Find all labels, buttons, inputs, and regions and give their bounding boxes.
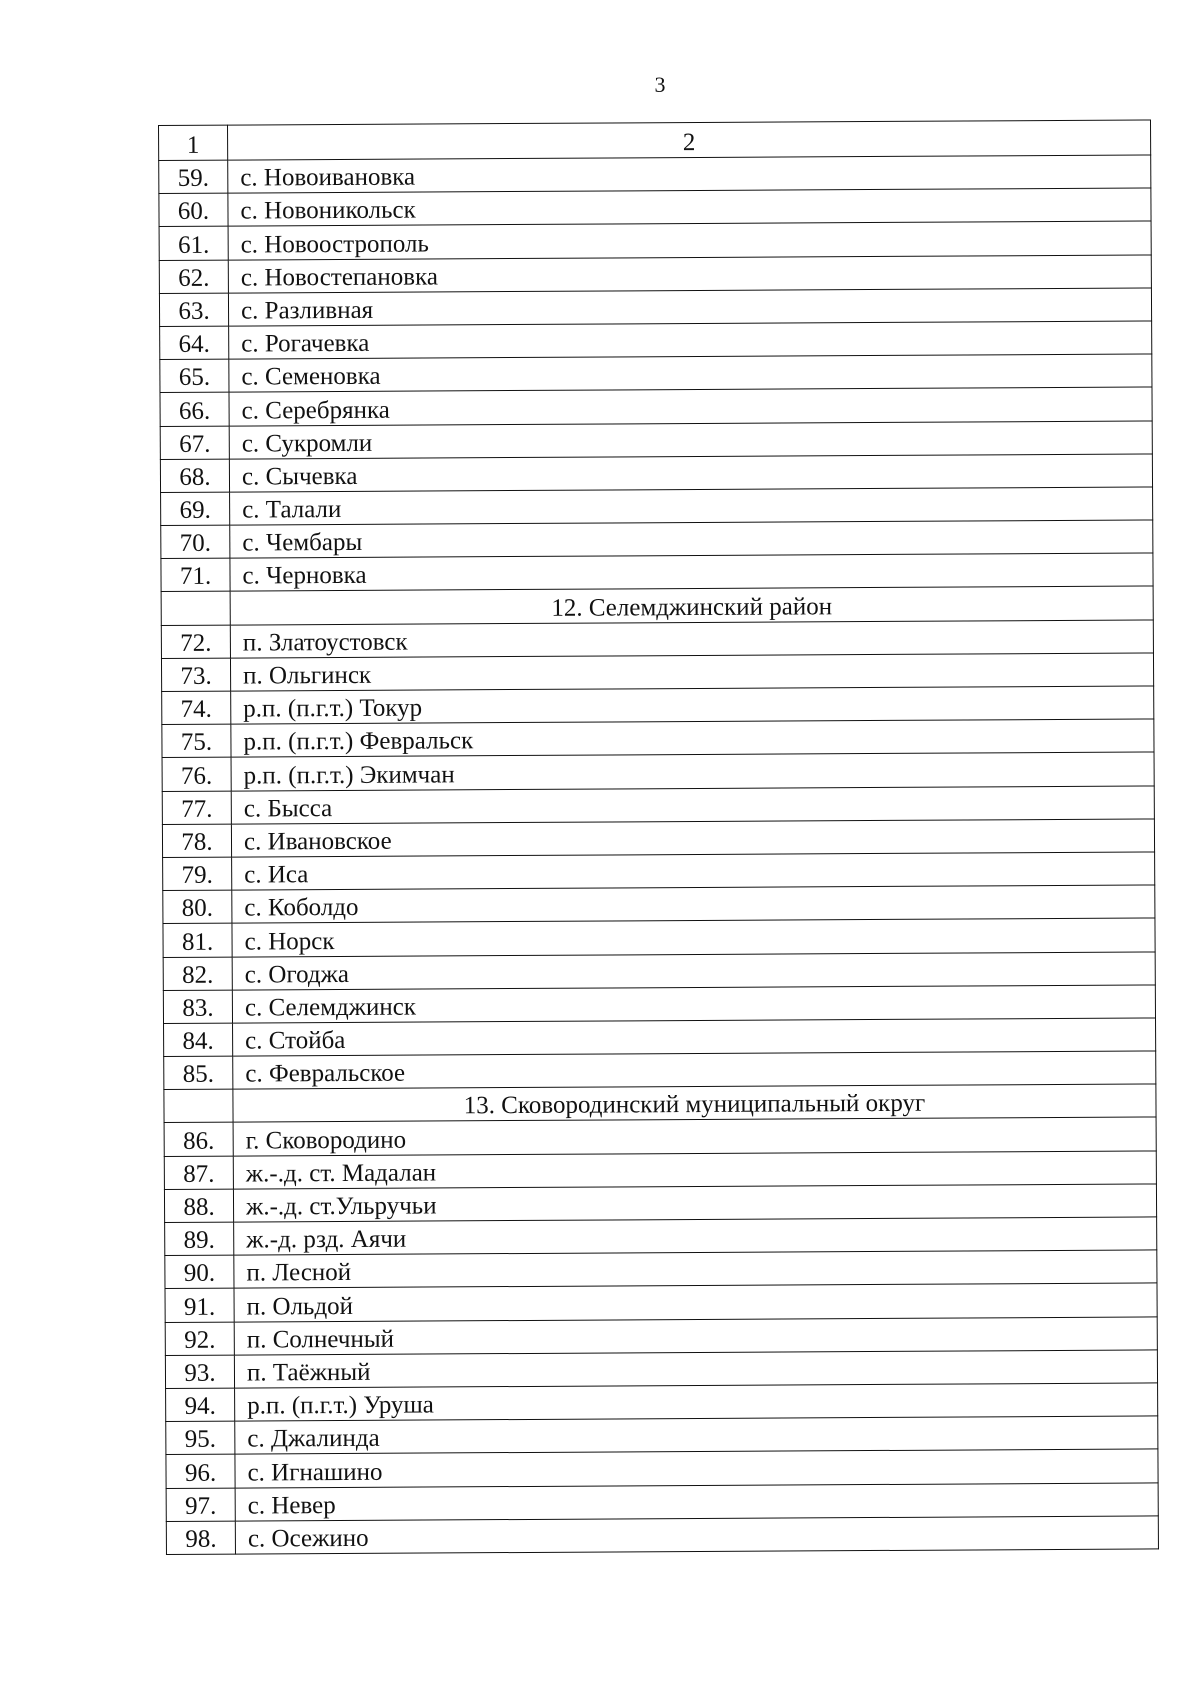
table-row bbox=[159, 288, 1151, 327]
settlement-name: с. Семеновка bbox=[241, 363, 381, 391]
settlement-name-cell bbox=[230, 520, 1153, 558]
table-row bbox=[161, 553, 1153, 592]
settlement-name-cell bbox=[233, 1018, 1156, 1056]
settlement-name: р.п. (п.г.т.) Февральск bbox=[243, 727, 474, 756]
table-row bbox=[161, 620, 1153, 659]
row-number-cell bbox=[163, 923, 232, 957]
settlement-name: п. Лесной bbox=[246, 1259, 352, 1287]
section-title: 13. Сковородинский муниципальный округ bbox=[463, 1090, 926, 1120]
section-heading-row bbox=[164, 1084, 1156, 1123]
row-number: 93. bbox=[184, 1359, 216, 1387]
settlement-name: с. Разливная bbox=[240, 296, 374, 325]
settlement-name-cell bbox=[235, 1416, 1158, 1454]
table-row bbox=[163, 885, 1155, 924]
table-row bbox=[160, 321, 1152, 360]
settlement-name: с. Ивановское bbox=[243, 827, 392, 856]
row-number-cell bbox=[160, 459, 229, 493]
table-row bbox=[159, 155, 1151, 194]
row-number-cell bbox=[161, 625, 230, 659]
settlement-name: ж.-.д. ст.Ульручьи bbox=[245, 1192, 437, 1221]
page-number: 3 bbox=[654, 72, 666, 97]
table-row bbox=[160, 420, 1152, 459]
row-number-cell bbox=[165, 1222, 234, 1256]
table-row bbox=[163, 985, 1155, 1024]
settlement-name-cell bbox=[230, 620, 1153, 658]
table-row bbox=[159, 255, 1151, 294]
table-row bbox=[161, 653, 1153, 692]
row-number: 94. bbox=[184, 1392, 216, 1420]
settlement-name: с. Бысса bbox=[243, 794, 333, 823]
settlement-name: ж.-.д. ст. Мадалан bbox=[245, 1159, 437, 1188]
row-number-cell bbox=[159, 160, 228, 194]
table-header-row bbox=[159, 120, 1151, 161]
settlement-name-cell bbox=[229, 420, 1152, 458]
row-number-cell bbox=[164, 1189, 233, 1223]
row-number-cell bbox=[159, 260, 228, 294]
row-number-cell bbox=[163, 857, 232, 891]
row-number: 90. bbox=[183, 1260, 216, 1288]
settlement-name-cell bbox=[228, 188, 1151, 226]
row-number-cell bbox=[161, 558, 230, 592]
row-number: 71. bbox=[179, 563, 212, 591]
row-number: 68. bbox=[179, 463, 211, 491]
row-number-cell bbox=[161, 492, 230, 526]
row-number-cell bbox=[160, 359, 229, 393]
settlement-name-cell bbox=[232, 885, 1155, 923]
row-number-cell bbox=[161, 658, 230, 692]
settlement-name-cell bbox=[230, 487, 1153, 525]
table-row bbox=[164, 1184, 1156, 1223]
settlement-name: с. Иса bbox=[244, 861, 309, 889]
row-number-cell bbox=[159, 226, 228, 260]
row-number: 88. bbox=[183, 1193, 215, 1221]
table-row bbox=[166, 1449, 1158, 1488]
table-row bbox=[162, 686, 1154, 725]
settlement-name: с. Селемджинск bbox=[244, 993, 417, 1022]
table-row bbox=[163, 918, 1155, 957]
settlement-name: с. Февральское bbox=[245, 1059, 406, 1088]
settlement-name: с. Осежино bbox=[247, 1524, 369, 1553]
settlement-name: с. Новоивановка bbox=[240, 163, 416, 192]
settlement-name-cell bbox=[232, 951, 1155, 989]
row-number: 96. bbox=[184, 1459, 217, 1487]
row-number-cell bbox=[166, 1454, 235, 1488]
row-number-cell bbox=[164, 1156, 233, 1190]
settlement-name: с. Талали bbox=[242, 496, 342, 524]
settlement-name-cell bbox=[233, 1117, 1156, 1155]
row-number-cell bbox=[162, 724, 231, 758]
row-number: 61. bbox=[177, 231, 210, 259]
settlement-name: с. Рогачевка bbox=[241, 329, 370, 358]
row-number: 95. bbox=[184, 1426, 217, 1454]
table-row bbox=[165, 1317, 1157, 1356]
row-number: 69. bbox=[179, 496, 211, 524]
settlement-name: с. Сукромли bbox=[241, 429, 373, 458]
table-row bbox=[164, 1151, 1156, 1190]
row-number-cell bbox=[165, 1322, 234, 1356]
table-row bbox=[162, 719, 1154, 758]
settlement-name-cell bbox=[235, 1482, 1158, 1520]
row-number: 81. bbox=[181, 928, 214, 956]
row-number: 79. bbox=[181, 861, 213, 890]
settlement-name-cell bbox=[232, 852, 1155, 890]
row-number: 85. bbox=[182, 1060, 215, 1089]
row-number: 83. bbox=[182, 994, 214, 1022]
settlement-name-cell bbox=[232, 985, 1155, 1023]
settlement-name-cell bbox=[234, 1250, 1157, 1288]
table-row bbox=[160, 387, 1152, 426]
settlement-name-cell bbox=[228, 255, 1151, 293]
section-title-cell bbox=[233, 1084, 1156, 1122]
table-row bbox=[165, 1283, 1157, 1322]
settlement-name-cell bbox=[230, 653, 1153, 691]
settlement-name-cell bbox=[230, 553, 1153, 591]
table-row bbox=[163, 852, 1155, 891]
table-row bbox=[166, 1516, 1158, 1555]
row-number: 70. bbox=[179, 529, 212, 558]
row-number-cell bbox=[162, 824, 231, 858]
header-number-label: 1 bbox=[186, 131, 200, 159]
table-row bbox=[165, 1250, 1157, 1289]
row-number-cell bbox=[166, 1521, 235, 1555]
settlement-name-cell bbox=[231, 686, 1154, 724]
section-title-cell bbox=[230, 586, 1153, 624]
row-number-cell bbox=[161, 525, 230, 559]
row-number-cell bbox=[164, 1023, 233, 1057]
table-row bbox=[161, 487, 1153, 526]
table-row bbox=[165, 1350, 1157, 1389]
row-number-cell bbox=[161, 592, 230, 626]
row-number-cell bbox=[159, 293, 228, 327]
table-row bbox=[166, 1383, 1158, 1422]
row-number-cell bbox=[166, 1421, 235, 1455]
settlement-name-cell bbox=[229, 387, 1152, 425]
row-number-cell bbox=[162, 691, 231, 725]
settlement-name: г. Сковородино bbox=[245, 1126, 407, 1155]
row-number: 76. bbox=[180, 762, 213, 790]
settlement-name: с. Сычевка bbox=[241, 462, 358, 491]
settlement-name-cell bbox=[229, 454, 1152, 492]
header-cell-number bbox=[159, 125, 228, 160]
section-title: 12. Селемджинский район bbox=[551, 592, 833, 622]
settlement-name-cell bbox=[233, 1184, 1156, 1222]
row-number: 92. bbox=[184, 1326, 216, 1354]
row-number: 60. bbox=[177, 198, 210, 226]
row-number: 72. bbox=[180, 629, 212, 657]
settlement-name: п. Солнечный bbox=[246, 1325, 395, 1354]
settlement-name-cell bbox=[234, 1283, 1157, 1321]
settlement-name: с. Джалинда bbox=[247, 1425, 380, 1453]
row-number: 91. bbox=[183, 1293, 216, 1321]
settlement-name-cell bbox=[235, 1449, 1158, 1487]
settlement-name-cell bbox=[229, 321, 1152, 359]
settlement-name-cell bbox=[228, 288, 1151, 326]
settlement-name-cell bbox=[231, 786, 1154, 824]
section-heading-row bbox=[161, 586, 1153, 625]
settlement-name: п. Златоустовск bbox=[242, 628, 408, 657]
settlement-name: с. Новоострополь bbox=[240, 230, 429, 259]
table-row bbox=[159, 221, 1151, 260]
row-number: 86. bbox=[182, 1127, 215, 1155]
row-number: 75. bbox=[180, 729, 213, 757]
row-number: 64. bbox=[178, 330, 210, 359]
row-number-cell bbox=[165, 1255, 234, 1289]
settlement-name: с. Стойба bbox=[245, 1027, 346, 1055]
table-row bbox=[160, 454, 1152, 493]
settlement-name-cell bbox=[233, 1051, 1156, 1089]
settlements-table bbox=[158, 119, 1159, 1554]
settlement-name: р.п. (п.г.т.) Уруша bbox=[247, 1391, 434, 1420]
settlement-name-cell bbox=[233, 1151, 1156, 1189]
row-number: 73. bbox=[180, 662, 212, 690]
settlement-name: п. Таёжный bbox=[246, 1358, 371, 1387]
row-number-cell bbox=[160, 326, 229, 360]
settlement-name-cell bbox=[231, 719, 1154, 757]
row-number-cell bbox=[160, 426, 229, 460]
table-row bbox=[160, 354, 1152, 393]
settlement-name-cell bbox=[235, 1383, 1158, 1421]
row-number-cell bbox=[164, 1056, 233, 1090]
settlement-name: с. Новоникольск bbox=[240, 196, 416, 225]
settlement-name-cell bbox=[228, 221, 1151, 259]
settlement-name-cell bbox=[234, 1317, 1157, 1355]
row-number: 74. bbox=[180, 695, 212, 724]
row-number-cell bbox=[165, 1355, 234, 1389]
row-number: 65. bbox=[178, 364, 211, 392]
table-row bbox=[166, 1416, 1158, 1455]
table-row bbox=[162, 752, 1154, 791]
settlement-name: с. Коболдо bbox=[244, 894, 359, 922]
settlement-name-cell bbox=[229, 354, 1152, 392]
row-number-cell bbox=[162, 791, 231, 825]
table-row bbox=[163, 951, 1155, 990]
row-number: 97. bbox=[185, 1492, 217, 1520]
row-number: 66. bbox=[178, 397, 211, 425]
settlement-name-cell bbox=[234, 1217, 1157, 1255]
settlement-name: р.п. (п.г.т.) Токур bbox=[243, 694, 423, 723]
settlement-name-cell bbox=[235, 1516, 1158, 1554]
row-number-cell bbox=[162, 757, 231, 791]
settlement-name: п. Ольгинск bbox=[243, 661, 372, 690]
table-row bbox=[166, 1482, 1158, 1521]
settlement-name-cell bbox=[232, 918, 1155, 956]
table-row bbox=[162, 786, 1154, 825]
row-number-cell bbox=[166, 1388, 235, 1422]
row-number: 87. bbox=[183, 1160, 215, 1188]
table-row bbox=[164, 1117, 1156, 1156]
settlement-name: с. Новостепановка bbox=[240, 263, 438, 292]
row-number: 80. bbox=[181, 895, 214, 923]
settlement-name-cell bbox=[231, 819, 1154, 857]
settlement-name-cell bbox=[234, 1350, 1157, 1388]
row-number-cell bbox=[163, 890, 232, 924]
settlement-name: с. Невер bbox=[247, 1491, 336, 1520]
table-body bbox=[159, 120, 1159, 1554]
settlement-name: с. Черновка bbox=[242, 562, 367, 590]
table-row bbox=[159, 188, 1151, 227]
row-number: 62. bbox=[178, 264, 210, 292]
row-number: 59. bbox=[177, 164, 209, 193]
settlement-name: р.п. (п.г.т.) Экимчан bbox=[243, 760, 455, 790]
table-row bbox=[164, 1051, 1156, 1090]
row-number-cell bbox=[163, 990, 232, 1024]
row-number-cell bbox=[163, 957, 232, 991]
row-number-cell bbox=[159, 193, 228, 227]
settlement-name-cell bbox=[231, 752, 1154, 790]
settlement-name: ж.-д. рзд. Аячи bbox=[246, 1225, 407, 1254]
settlement-name: с. Огоджа bbox=[244, 960, 349, 989]
header-name-label: 2 bbox=[682, 128, 696, 157]
row-number: 77. bbox=[181, 795, 213, 823]
settlement-name: с. Игнашино bbox=[247, 1458, 383, 1487]
row-number: 82. bbox=[182, 961, 214, 989]
row-number-cell bbox=[164, 1089, 233, 1123]
row-number: 98. bbox=[185, 1525, 217, 1553]
table-row bbox=[161, 520, 1153, 559]
table-row bbox=[165, 1217, 1157, 1256]
row-number: 78. bbox=[181, 828, 213, 856]
row-number: 63. bbox=[178, 297, 210, 325]
settlement-name: с. Чембары bbox=[242, 529, 363, 557]
settlement-name: с. Норск bbox=[244, 927, 335, 956]
row-number-cell bbox=[160, 392, 229, 426]
settlement-name: п. Ольдой bbox=[246, 1292, 354, 1321]
table-row bbox=[162, 819, 1154, 858]
row-number: 89. bbox=[183, 1226, 215, 1255]
table-row bbox=[164, 1018, 1156, 1057]
settlement-name: с. Серебрянка bbox=[241, 396, 390, 425]
row-number-cell bbox=[164, 1123, 233, 1157]
row-number: 84. bbox=[182, 1027, 214, 1055]
row-number: 67. bbox=[179, 430, 211, 458]
settlement-name-cell bbox=[228, 155, 1151, 193]
header-cell-name bbox=[228, 120, 1151, 160]
row-number-cell bbox=[166, 1488, 235, 1522]
row-number-cell bbox=[165, 1288, 234, 1322]
